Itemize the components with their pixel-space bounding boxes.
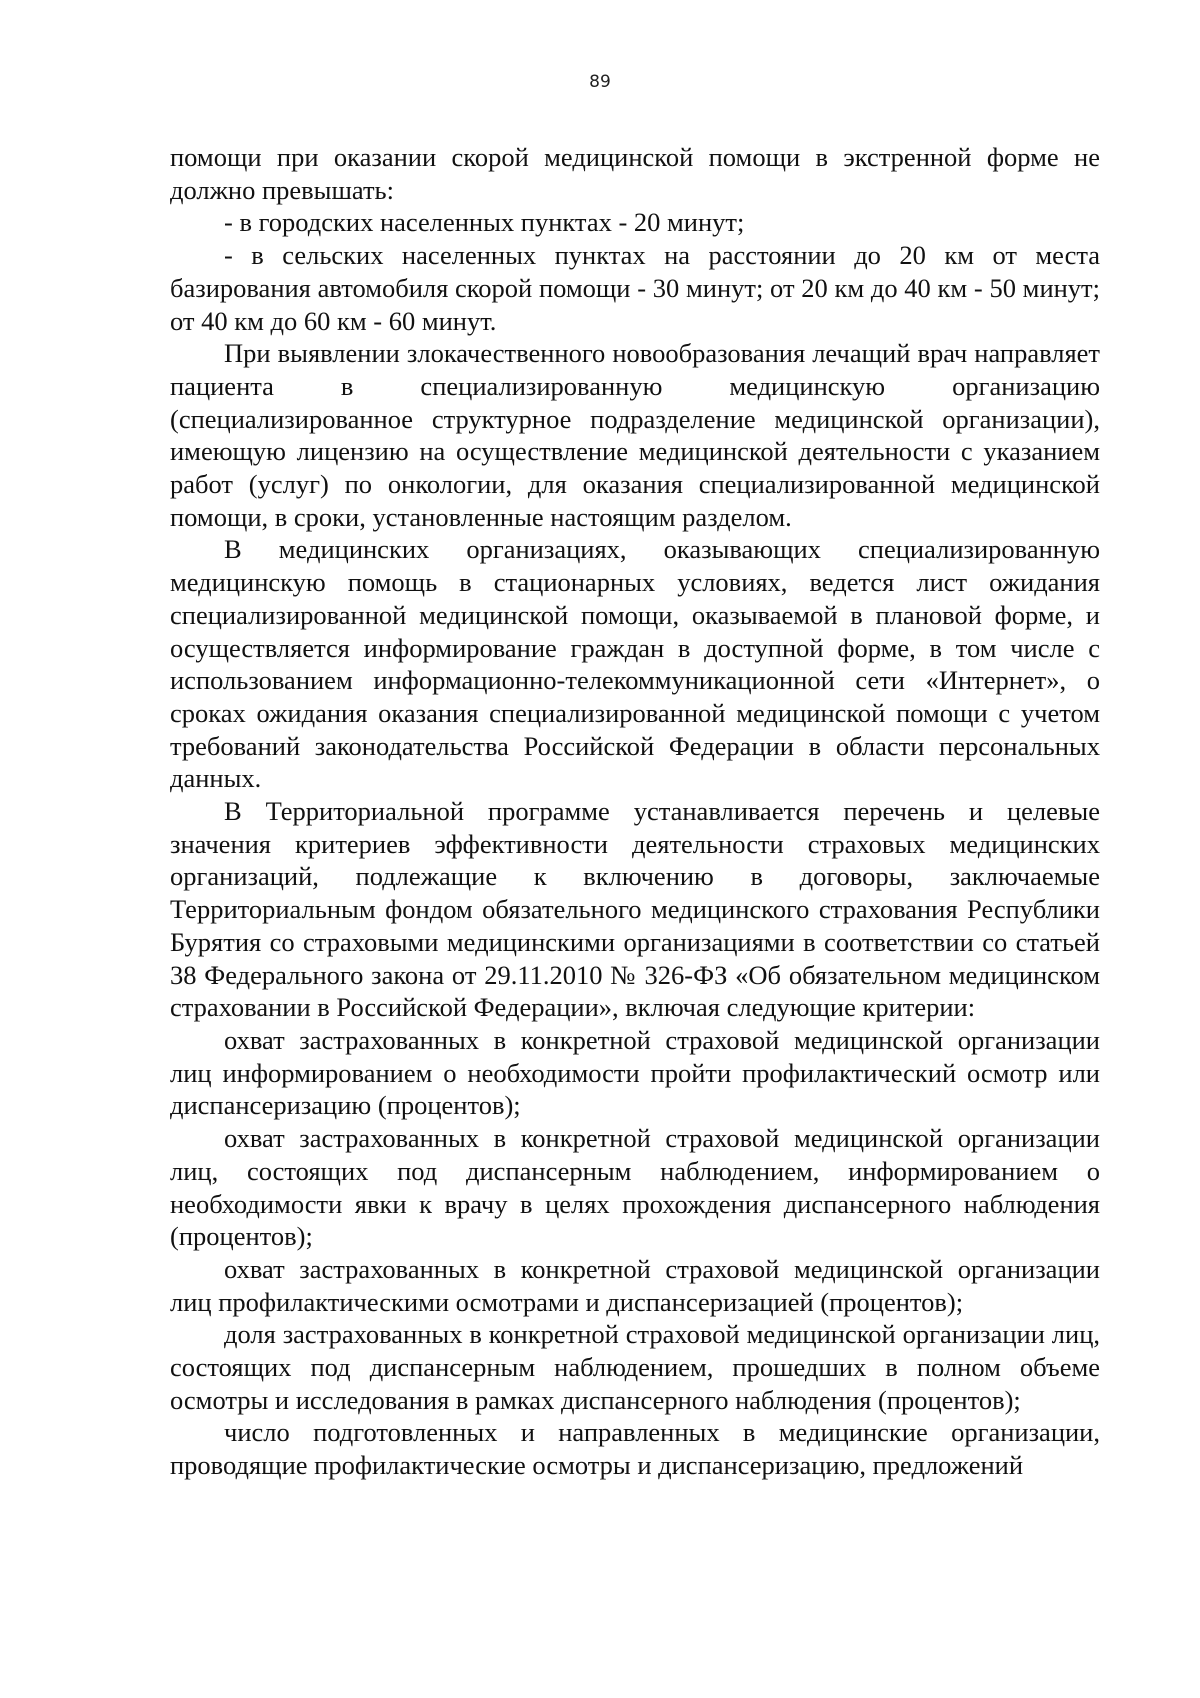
document-body	[170, 141, 1100, 1482]
paragraph-oncology-referral: При выявлении злокачественного новообразования лечащий врач направляет пациента в специализированную медицинскую организацию (специализированное структурное подразделение медицинской организации), имеющую лицензию на осуществление медицинской деятельности с указанием работ (услуг) по онкологии, для оказания специализированной медицинской помощи, в сроки, установленные настоящим разделом.	[170, 338, 1100, 532]
criterion-share-full-observation: доля застрахованных в конкретной страховой медицинской организации лиц, состоящих под диспансерным наблюдением, прошедших в полном объеме осмотры и исследования в рамках диспансерного наблюдения (процентов);	[170, 1319, 1100, 1415]
criterion-coverage-checkups: охват застрахованных в конкретной страховой медицинской организации лиц профилактическими осмотрами и диспансеризацией (процентов);	[170, 1253, 1100, 1317]
paragraph-rural-time-limit: - в сельских населенных пунктах на расстоянии до 20 км от места базирования автомобиля скорой помощи - 30 минут; от 20 км до 40 км - 50 минут; от 40 км до 60 км - 60 минут.	[170, 240, 1100, 336]
criterion-informing-checkup: охват застрахованных в конкретной страховой медицинской организации лиц информированием о необходимости пройти профилактический осмотр или диспансеризацию (процентов);	[170, 1024, 1100, 1121]
paragraph-continuation: помощи при оказании скорой медицинской помощи в экстренной форме не должно превышать:	[170, 142, 1100, 205]
page-number: 89	[589, 72, 611, 92]
criterion-proposals-count: число подготовленных и направленных в медицинские организации, проводящие профилактические осмотры и диспансеризацию, предложений	[170, 1417, 1100, 1481]
paragraph-criteria-intro: В Территориальной программе устанавливается перечень и целевые значения критериев эффективности деятельности страховых медицинских организаций, подлежащие к включению в договоры, заключаемые Территориальным фондом обязательного медицинского страхования Республики Бурятия со страховыми медицинскими организациями в соответствии со статьей 38 Федерального закона от 29.11.2010 № 326-ФЗ «Об обязательном медицинском страховании в Российской Федерации», включая следующие критерии:	[170, 796, 1100, 1023]
paragraph-urban-time-limit: - в городских населенных пунктах - 20 минут;	[224, 207, 745, 238]
criterion-informing-observation: охват застрахованных в конкретной страховой медицинской организации лиц, состоящих под диспансерным наблюдением, информированием о необходимости явки к врачу в целях прохождения диспансерного наблюдения (процентов);	[170, 1123, 1100, 1252]
paragraph-waiting-list: В медицинских организациях, оказывающих специализированную медицинскую помощь в стационарных условиях, ведется лист ожидания специализированной медицинской помощи, оказываемой в плановой форме, и осуществляется информирование граждан в доступной форме, в том числе с использованием информационно-телекоммуникационной сети «Интернет», о сроках ожидания оказания специализированной медицинской помощи с учетом требований законодательства Российской Федерации в области персональных данных.	[170, 534, 1100, 794]
